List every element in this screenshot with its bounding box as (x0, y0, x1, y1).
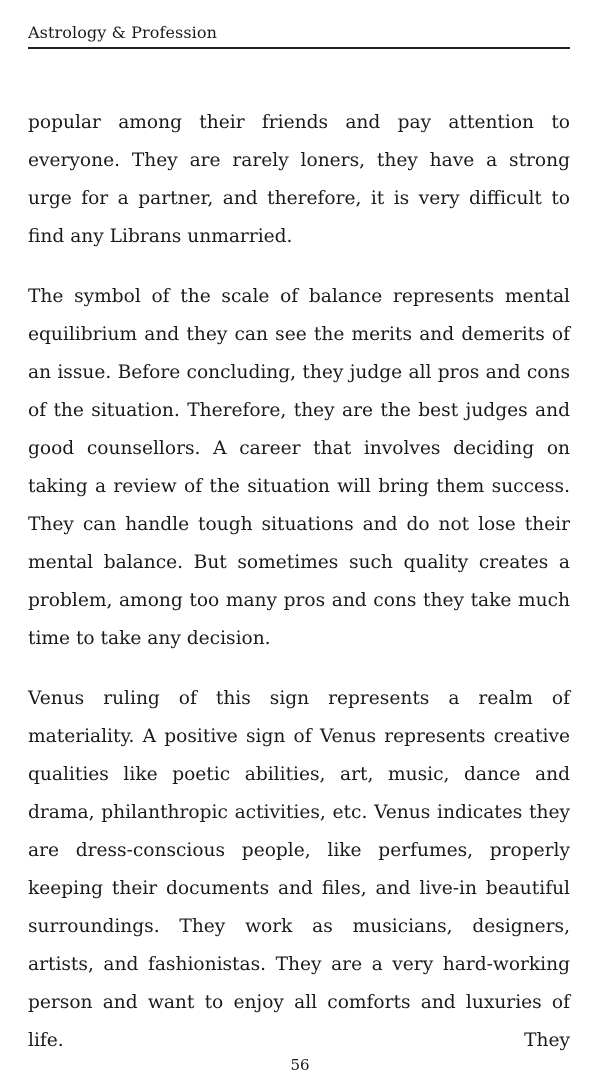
page-body (28, 104, 570, 1060)
paragraph-librans-social: popular among their friends and pay attention to everyone. They are rarely loners, they have a strong urge for a partner, and therefore, it is very difficult to find any Librans unmarried. (28, 112, 570, 247)
running-title: Astrology & Profession (28, 23, 218, 42)
paragraph-scale-of-balance: The symbol of the scale of balance represents mental equilibrium and they can see the merits and demerits of an issue. Before concluding, they judge all pros and cons of the situation. Therefore, they are the best judges and good counsellors. A career that involves deciding on taking a review of the situation will bring them success. They can handle tough situations and do not lose their mental balance. But sometimes such quality creates a problem, among too many pros and cons they take much time to take any decision. (28, 286, 570, 649)
header-rule (28, 47, 570, 49)
page-number: 56 (290, 1056, 310, 1074)
paragraph-venus-ruling: Venus ruling of this sign represents a realm of materiality. A positive sign of Venus represents creative qualities like poetic abilities, art, music, dance and drama, philanthropic activities, etc. Venus indicates they are dress-conscious people, like perfumes, properly keeping their documents and files, and live-in beautiful surroundings. They work as musicians, designers, artists, and fashionistas. They are a very hard-working person and want to enjoy all comforts and luxuries of life. They (28, 688, 570, 1051)
